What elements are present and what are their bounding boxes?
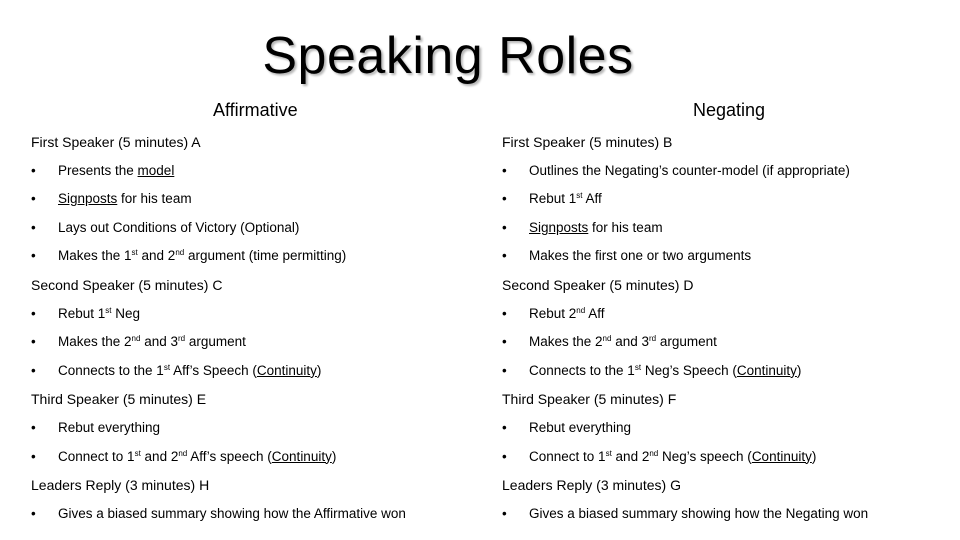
page-title: Speaking Roles: [262, 27, 634, 85]
bullet: •: [31, 305, 36, 321]
list-item: • Rebut 1st Aff: [502, 185, 952, 214]
bullet: •: [502, 419, 507, 435]
bullet: •: [502, 191, 507, 207]
section-title: Second Speaker (5 minutes) C: [31, 276, 223, 293]
list-item: • Connects to the 1st Aff’s Speech (Continuity): [31, 357, 481, 386]
list-item: • Rebut 1st Neg: [31, 300, 481, 329]
section-title: Leaders Reply (3 minutes) G: [502, 477, 681, 494]
list-item: • Gives a biased summary showing how the Negating won: [502, 500, 952, 529]
list-item: • Makes the first one or two arguments: [502, 242, 952, 271]
bullet: •: [31, 219, 36, 235]
list-item: • Signposts for his team: [502, 214, 952, 243]
bullet: •: [31, 419, 36, 435]
list-item: • Makes the 1st and 2nd argument (time permitting): [31, 242, 481, 271]
section-title: Second Speaker (5 minutes) D: [502, 276, 694, 293]
bullet: •: [502, 334, 507, 350]
list-item: • Signposts for his team: [31, 185, 481, 214]
list-item: • Makes the 2nd and 3rd argument: [31, 328, 481, 357]
section-title: Third Speaker (5 minutes) F: [502, 391, 677, 408]
negating-column: [502, 128, 952, 528]
bullet: •: [502, 162, 507, 178]
list-item: • Gives a biased summary showing how the Affirmative won: [31, 500, 481, 529]
bullet: •: [502, 448, 507, 464]
bullet: •: [502, 248, 507, 264]
bullet: •: [502, 219, 507, 235]
bullet: •: [31, 448, 36, 464]
bullet: •: [502, 362, 507, 378]
list-item: • Rebut everything: [31, 414, 481, 443]
list-item: • Presents the model: [31, 157, 481, 186]
bullet: •: [31, 334, 36, 350]
bullet: •: [31, 248, 36, 264]
bullet: •: [31, 362, 36, 378]
list-item: • Connect to 1st and 2nd Aff’s speech (Continuity): [31, 443, 481, 472]
affirmative-column: [31, 128, 481, 528]
list-item: • Connects to the 1st Neg’s Speech (Continuity): [502, 357, 952, 386]
section-title: First Speaker (5 minutes) B: [502, 134, 673, 150]
bullet: •: [31, 162, 36, 178]
section-title: First Speaker (5 minutes) A: [31, 134, 201, 150]
bullet: •: [502, 505, 507, 521]
bullet: •: [502, 305, 507, 321]
bullet: •: [31, 505, 36, 521]
negating-heading: Negating: [693, 100, 766, 120]
list-item: • Makes the 2nd and 3rd argument: [502, 328, 952, 357]
list-item: • Outlines the Negating’s counter-model (if appropriate): [502, 157, 952, 186]
section-title: Leaders Reply (3 minutes) H: [31, 477, 210, 494]
list-item: • Connect to 1st and 2nd Neg’s speech (Continuity): [502, 443, 952, 472]
list-item: • Rebut everything: [502, 414, 952, 443]
list-item: • Rebut 2nd Aff: [502, 300, 952, 329]
list-item: • Lays out Conditions of Victory (Optional): [31, 214, 481, 243]
section-title: Third Speaker (5 minutes) E: [31, 391, 207, 408]
bullet: •: [31, 191, 36, 207]
affirmative-heading: Affirmative: [213, 100, 298, 120]
